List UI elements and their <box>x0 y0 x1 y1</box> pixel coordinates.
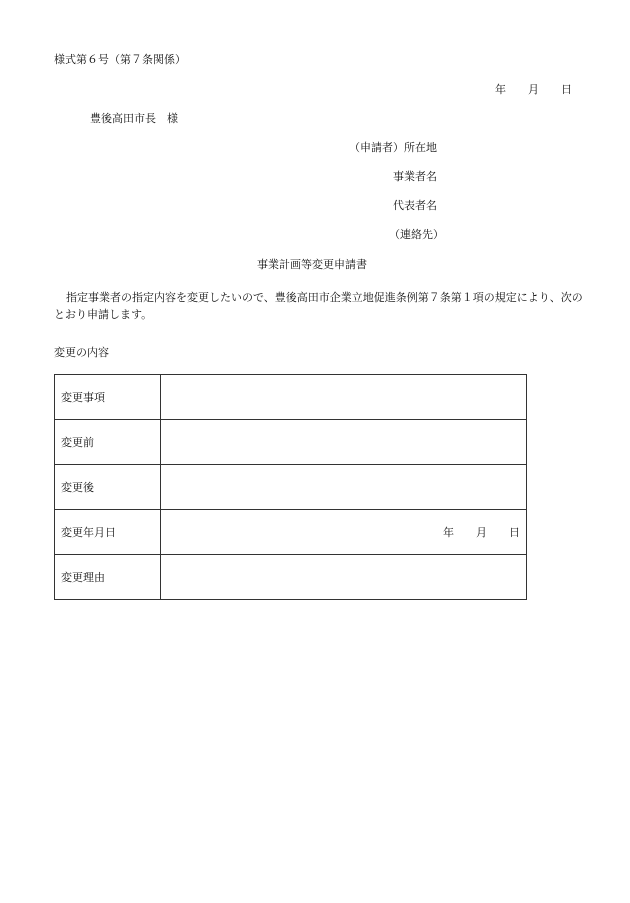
change-reason-label: 変更理由 <box>55 555 161 600</box>
year-label: 年 <box>495 83 506 96</box>
month-label: 月 <box>528 83 539 96</box>
table-row <box>55 375 527 420</box>
day-label: 日 <box>561 83 572 96</box>
change-item-field[interactable] <box>161 375 527 420</box>
day-label: 日 <box>509 526 520 539</box>
application-date <box>495 83 572 97</box>
after-change-field[interactable] <box>161 465 527 510</box>
addressee: 豊後高田市長 様 <box>90 112 178 125</box>
form-number: 様式第６号（第７条関係） <box>54 53 186 66</box>
table-row <box>55 465 527 510</box>
changes-table <box>54 374 527 600</box>
applicant-address-label: （申請者）所在地 <box>349 141 437 154</box>
before-change-label: 変更前 <box>55 420 161 465</box>
table-row <box>55 510 527 555</box>
table-row <box>55 420 527 465</box>
change-date-field[interactable] <box>161 510 527 555</box>
applicant-contact-label: （連絡先） <box>389 228 444 241</box>
applicant-business-name-label: 事業者名 <box>393 170 437 183</box>
before-change-field[interactable] <box>161 420 527 465</box>
month-label: 月 <box>476 526 487 539</box>
document-body: 指定事業者の指定内容を変更したいので、豊後高田市企業立地促進条例第７条第１項の規定により、次のとおり申請します。 <box>54 291 583 321</box>
document-title: 事業計画等変更申請書 <box>257 258 367 271</box>
change-reason-field[interactable] <box>161 555 527 600</box>
change-date-label: 変更年月日 <box>55 510 161 555</box>
change-item-label: 変更事項 <box>55 375 161 420</box>
applicant-representative-label: 代表者名 <box>393 199 437 212</box>
changes-section-heading: 変更の内容 <box>54 346 109 359</box>
table-row <box>55 555 527 600</box>
after-change-label: 変更後 <box>55 465 161 510</box>
year-label: 年 <box>443 526 454 539</box>
